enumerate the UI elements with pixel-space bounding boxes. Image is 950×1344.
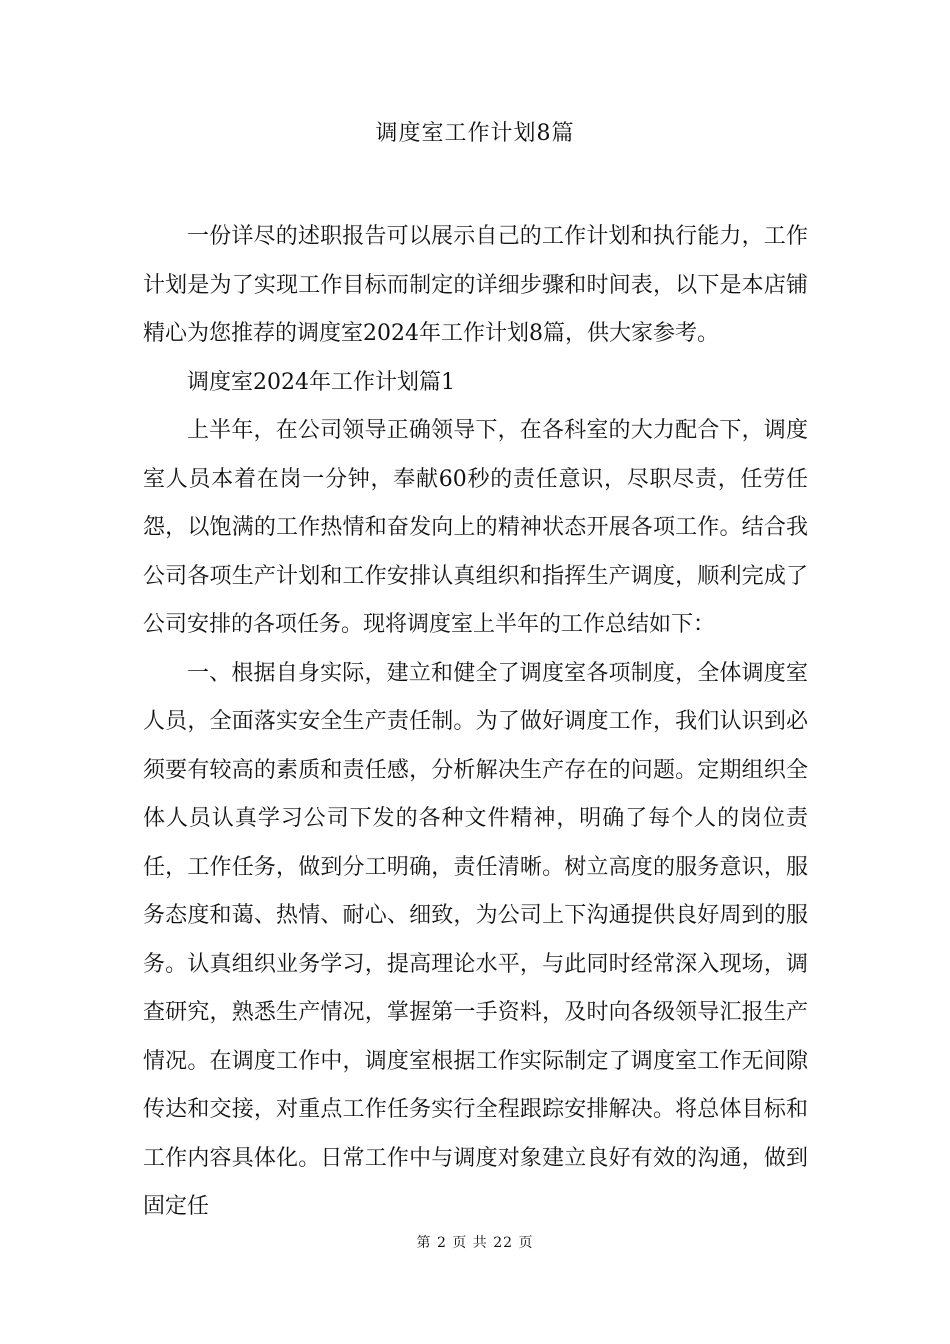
body-paragraph: 一、根据自身实际，建立和健全了调度室各项制度，全体调度室人员，全面落实安全生产责任制。为了做好调度工作，我们认识到必须要有较高的素质和责任感，分析解决生产存在的问题。定期组织全体人员认真学习公司下发的各种文件精神，明确了每个人的岗位责任，工作任务，做到分工明确，责任清晰。树立高度的服务意识，服务态度和蔼、热情、耐心、细致，为公司上下沟通提供良好周到的服务。认真组织业务学习，提高理论水平，与此同时经常深入现场，调查研究，熟悉生产情况，掌握第一手资料，及时向各级领导汇报生产情况。在调度工作中，调度室根据工作实际制定了调度室工作无间隙传达和交接，对重点工作任务实行全程跟踪安排解决。将总体目标和工作内容具体化。日常工作中与调度对象建立良好有效的沟通，做到固定任 — [143, 660, 808, 1219]
document-title: 调度室工作计划8篇 — [375, 121, 575, 146]
document-body — [143, 213, 808, 1232]
section-heading: 调度室2024年工作计划篇1 — [187, 369, 455, 395]
page-footer: 第 2 页 共 22 页 — [416, 1235, 534, 1251]
intro-paragraph: 一份详尽的述职报告可以展示自己的工作计划和执行能力，工作计划是为了实现工作目标而制定的详细步骤和时间表，以下是本店铺精心为您推荐的调度室2024年工作计划8篇，供大家参考。 — [143, 224, 808, 346]
body-paragraph: 上半年，在公司领导正确领导下，在各科室的大力配合下，调度室人员本着在岗一分钟，奉献60秒的责任意识，尽职尽责，任劳任怨，以饱满的工作热情和奋发向上的精神状态开展各项工作。结合我公司各项生产计划和工作安排认真组织和指挥生产调度，顺利完成了公司安排的各项任务。现将调度室上半年的工作总结如下： — [143, 418, 808, 637]
